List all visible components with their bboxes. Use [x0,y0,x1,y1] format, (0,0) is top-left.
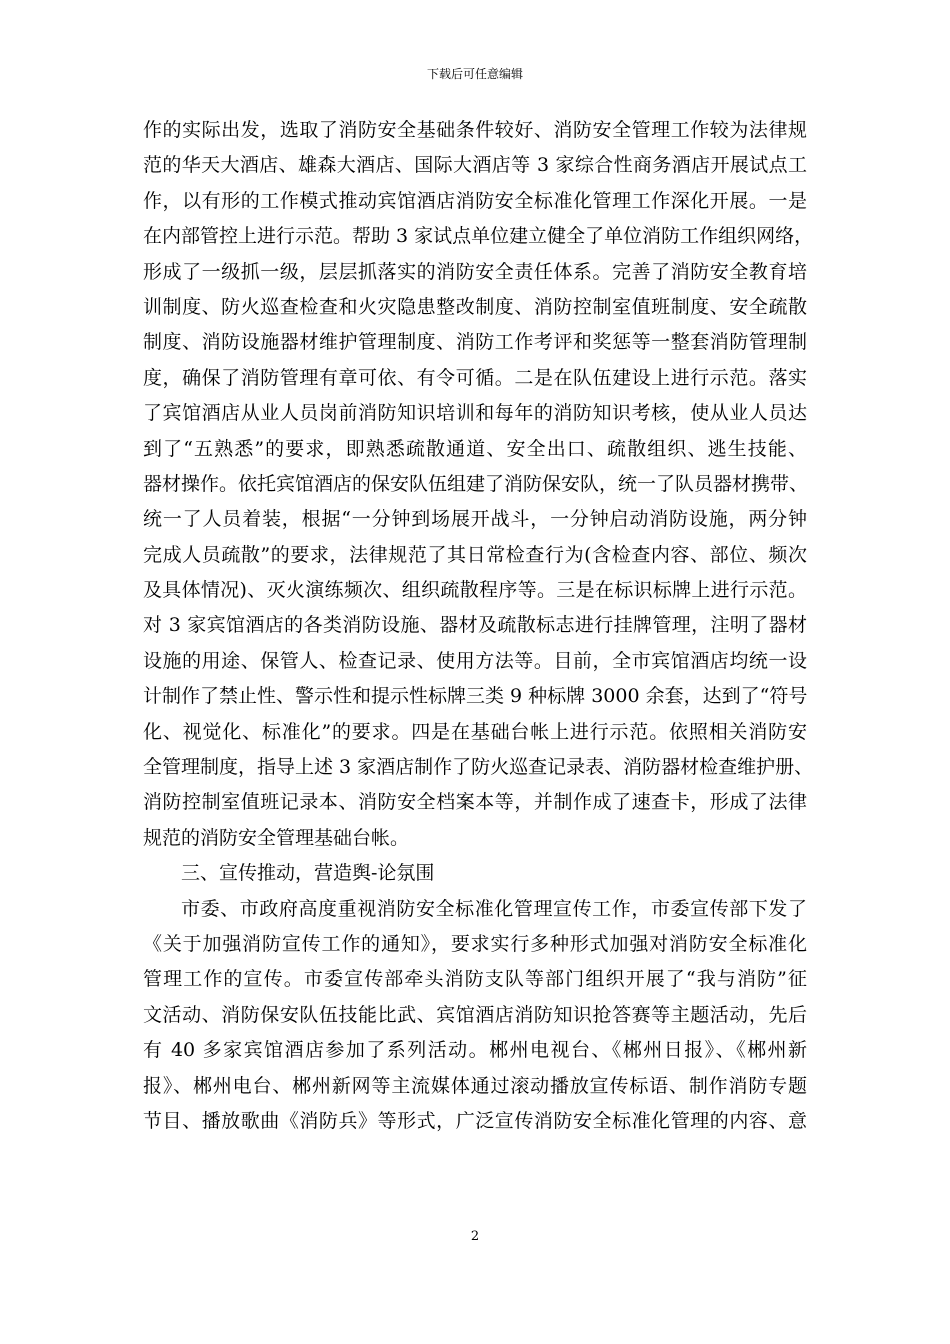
body-line: 市委、市政府高度重视消防安全标准化管理宣传工作，市委宣传部下发了 [181,897,807,920]
body-line: 统一了人员着装，根据“一分钟到场展开战斗，一分钟启动消防设施，两分钟 [143,508,807,531]
body-line: 对 3 家宾馆酒店的各类消防设施、器材及疏散标志进行挂牌管理，注明了器材 [143,614,807,637]
body-line: 器材操作。依托宾馆酒店的保安队伍组建了消防保安队，统一了队员器材携带、 [143,472,809,495]
body-line: 作，以有形的工作模式推动宾馆酒店消防安全标准化管理工作深化开展。一是 [143,189,807,212]
body-line: 完成人员疏散”的要求，法律规范了其日常检查行为(含检查内容、部位、频次 [143,543,807,566]
body-line: 消防控制室值班记录本、消防安全档案本等，并制作成了速查卡，形成了法律 [143,791,807,814]
body-line: 了宾馆酒店从业人员岗前消防知识培训和每年的消防知识考核，使从业人员达 [143,402,807,425]
body-line: 及具体情况)、灭火演练频次、组织疏散程序等。三是在标识标牌上进行示范。 [143,579,807,602]
body-line: 化、视觉化、标准化”的要求。四是在基础台帐上进行示范。依照相关消防安 [143,720,807,743]
page-number: 2 [470,1229,480,1244]
body-line: 在内部管控上进行示范。帮助 3 家试点单位建立健全了单位消防工作组织网络， [143,225,814,248]
section-heading: 三、宣传推动，营造舆-论氛围 [181,862,435,885]
page-header: 下载后可任意编辑 [426,67,523,81]
body-line: 报》、郴州电台、郴州新网等主流媒体通过滚动播放宣传标语、制作消防专题 [143,1074,807,1097]
body-line: 范的华天大酒店、雄森大酒店、国际大酒店等 3 家综合性商务酒店开展试点工 [143,154,807,177]
body-line: 全管理制度，指导上述 3 家酒店制作了防火巡查记录表、消防器材检查维护册、 [143,756,814,779]
body-line: 到了“五熟悉”的要求，即熟悉疏散通道、安全出口、疏散组织、逃生技能、 [143,437,807,460]
body-line: 设施的用途、保管人、检查记录、使用方法等。目前，全市宾馆酒店均统一设 [143,649,807,672]
body-line: 《关于加强消防宣传工作的通知》，要求实行多种形式加强对消防安全标准化 [143,932,807,955]
body-line: 文活动、消防保安队伍技能比武、宾馆酒店消防知识抢答赛等主题活动，先后 [143,1003,807,1026]
body-line: 训制度、防火巡查检查和火灾隐患整改制度、消防控制室值班制度、安全疏散 [143,295,807,318]
body-line: 有 40 多家宾馆酒店参加了系列活动。郴州电视台、《郴州日报》、《郴州新 [143,1039,807,1062]
body-line: 计制作了禁止性、警示性和提示性标牌三类 9 种标牌 3000 余套，达到了“符号 [143,685,808,708]
body-line: 规范的消防安全管理基础台帐。 [143,826,410,849]
document-body [143,113,814,1139]
body-line: 形成了一级抓一级，层层抓落实的消防安全责任体系。完善了消防安全教育培 [143,260,807,283]
body-line: 作的实际出发，选取了消防安全基础条件较好、消防安全管理工作较为法律规 [143,119,807,141]
body-line: 制度、消防设施器材维护管理制度、消防工作考评和奖惩等一整套消防管理制 [143,331,807,354]
body-line: 节目、播放歌曲《消防兵》等形式，广泛宣传消防安全标准化管理的内容、意 [143,1109,807,1132]
body-line: 管理工作的宣传。市委宣传部牵头消防支队等部门组织开展了“我与消防”征 [143,968,807,991]
body-line: 度，确保了消防管理有章可依、有令可循。二是在队伍建设上进行示范。落实 [143,366,807,389]
